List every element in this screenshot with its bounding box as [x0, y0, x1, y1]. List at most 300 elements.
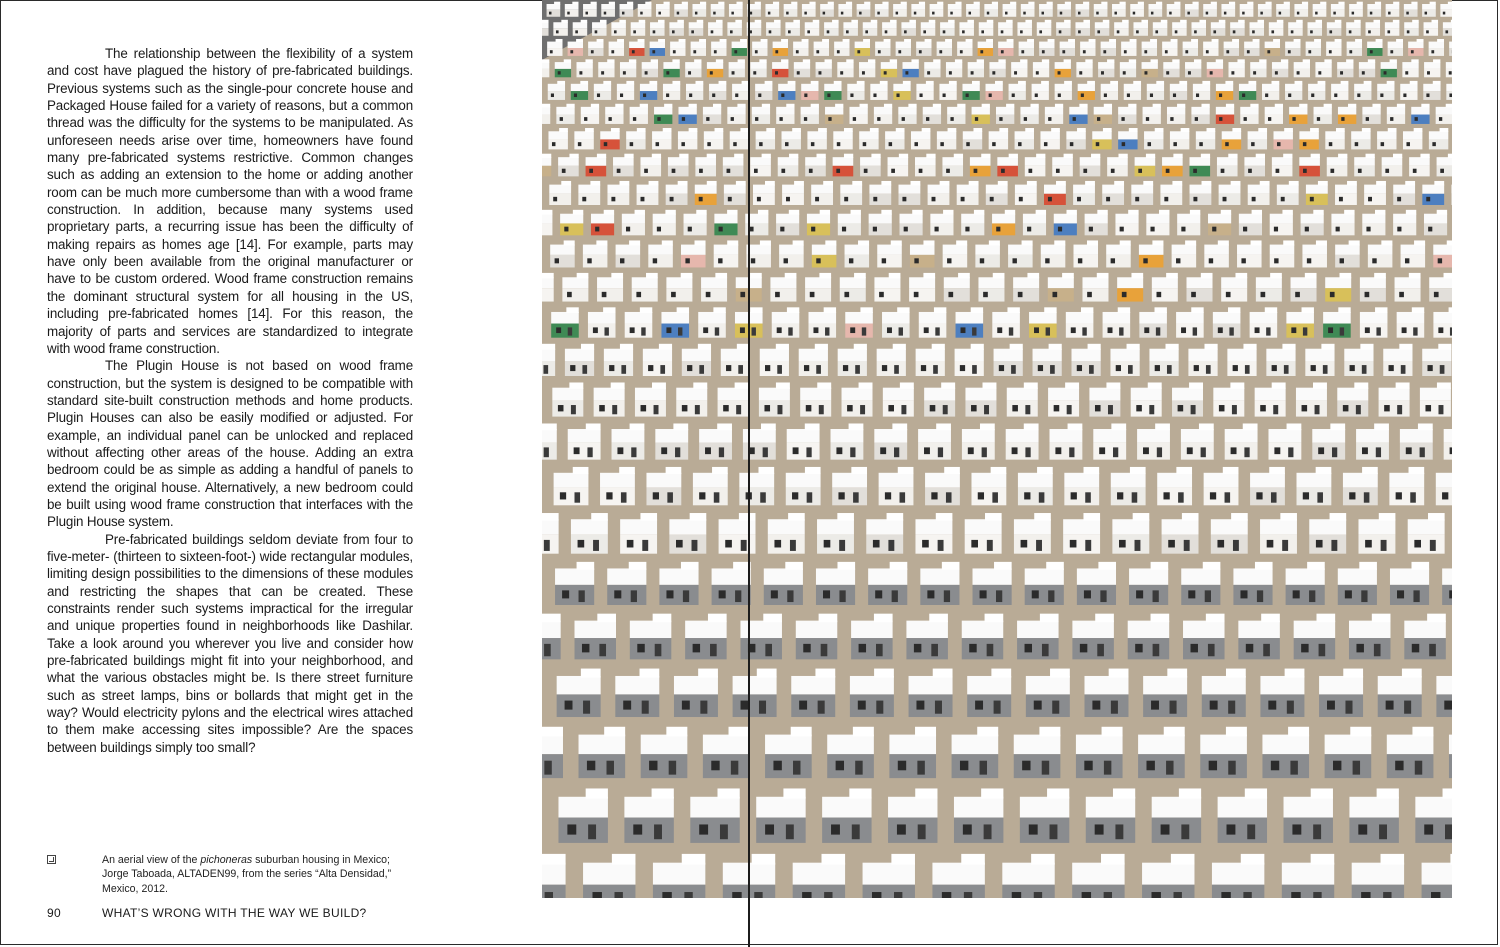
house-upper-roof [1141, 20, 1148, 23]
house-upper-roof [1437, 39, 1444, 42]
house-window [1082, 892, 1091, 898]
house-upper-roof [1097, 273, 1109, 278]
house-roof [1299, 131, 1318, 139]
house-wall [1366, 28, 1381, 35]
house-wall [646, 487, 681, 505]
house-roof [1039, 42, 1054, 48]
house-window [584, 117, 587, 121]
house-window [1256, 492, 1262, 499]
house-roof [565, 349, 594, 361]
house-window [969, 12, 971, 15]
house-wall [1020, 115, 1038, 124]
house-wall [1044, 194, 1066, 205]
house-roof [932, 863, 984, 885]
house-roof [1162, 519, 1199, 535]
house-roof [845, 312, 873, 324]
house-wall [574, 139, 593, 149]
house-roof [1366, 22, 1381, 28]
house-upper-roof [815, 669, 835, 678]
house-wall [911, 10, 925, 17]
house-wall [1255, 401, 1286, 417]
house-door [982, 447, 987, 457]
house-window [1122, 292, 1127, 297]
house-door [894, 365, 899, 374]
house-roof [1120, 62, 1136, 69]
house-wall [1041, 255, 1066, 268]
house-door [987, 644, 994, 656]
house-window [1095, 405, 1101, 411]
house-window [601, 71, 604, 74]
house-upper-roof [629, 562, 647, 570]
house-upper-roof [1427, 614, 1446, 623]
house-wall [613, 166, 634, 177]
house-window [816, 50, 819, 53]
house-wall [809, 324, 837, 338]
house-wall [1420, 401, 1451, 417]
house-roof [1381, 62, 1397, 69]
house-roof [1017, 621, 1058, 638]
house-upper-roof [612, 854, 636, 865]
house-window [1349, 50, 1352, 53]
house-upper-roof [1354, 20, 1361, 23]
house-window [749, 227, 753, 232]
house-wall [842, 401, 873, 417]
house-wall [1240, 10, 1254, 17]
house-window [797, 71, 800, 74]
house-wall [986, 91, 1003, 100]
house-wall [1073, 194, 1095, 205]
house-wall [1238, 638, 1279, 659]
house-window [648, 365, 653, 371]
house-roof [643, 349, 672, 361]
house-roof [1451, 185, 1452, 194]
house-window [1224, 12, 1226, 15]
house-wall [827, 754, 874, 778]
house-upper-roof [1388, 128, 1397, 132]
house-roof [1118, 131, 1137, 139]
house-window [1438, 327, 1443, 333]
house-upper-roof [1324, 59, 1331, 62]
house-window [681, 142, 684, 146]
house-upper-roof [1055, 104, 1063, 108]
house-upper-roof [1238, 20, 1245, 23]
house-upper-roof [638, 39, 645, 42]
house-wall [669, 535, 706, 554]
house-upper-roof [971, 344, 984, 350]
house-upper-roof [1372, 104, 1380, 108]
house-window [1048, 117, 1051, 121]
house-upper-roof [1248, 81, 1256, 85]
house-window [630, 327, 635, 333]
house-wall [1006, 443, 1039, 460]
house-window [626, 227, 630, 232]
house-upper-roof [991, 467, 1007, 474]
house-roof [1270, 245, 1295, 255]
house-door [654, 405, 659, 414]
house-upper-roof [904, 39, 911, 42]
house-window [645, 71, 648, 74]
house-door [1397, 405, 1402, 414]
house-wall [860, 166, 881, 177]
house-wall [1170, 91, 1187, 100]
house-upper-roof [1428, 513, 1445, 521]
house-window [1387, 30, 1390, 33]
house-wall [663, 91, 680, 100]
house-upper-roof [1237, 59, 1244, 62]
house-upper-roof [889, 273, 901, 278]
house-window [764, 405, 770, 411]
house-window [1261, 292, 1266, 297]
house-upper-roof [569, 382, 583, 388]
house-door [1429, 644, 1436, 656]
house-upper-roof [1296, 20, 1303, 23]
house-wall [1118, 139, 1137, 149]
house-roof [1170, 131, 1189, 139]
house-wall [1325, 139, 1344, 149]
house-wall [1172, 401, 1203, 417]
house-window [1301, 644, 1308, 653]
house-wall [760, 361, 789, 376]
house-upper-roof [609, 2, 615, 5]
house-wall [1069, 115, 1087, 124]
house-upper-roof [1377, 788, 1399, 798]
house-upper-roof [1107, 59, 1114, 62]
house-wall [1152, 288, 1178, 301]
house-roof [592, 22, 607, 28]
house-window [1206, 50, 1209, 53]
house-window [1305, 227, 1309, 232]
house-upper-roof [923, 240, 934, 245]
house-roof [1228, 62, 1244, 69]
house-roof [971, 473, 1006, 488]
house-window [863, 142, 866, 146]
house-window [1138, 169, 1142, 173]
house-roof [555, 62, 571, 69]
house-roof [1297, 473, 1332, 488]
house-roof [965, 388, 996, 401]
house-window [592, 892, 601, 898]
house-wall [703, 115, 721, 124]
house-wall [816, 69, 832, 77]
house-window [768, 12, 770, 15]
house-upper-roof [1036, 210, 1046, 215]
house-window [1148, 142, 1151, 146]
house-wall [1274, 139, 1293, 149]
house-roof [1383, 349, 1412, 361]
house-roof [770, 277, 796, 288]
house-window [843, 365, 848, 371]
house-upper-roof [788, 513, 805, 521]
house-wall [650, 28, 665, 35]
house-roof [1359, 62, 1375, 69]
house-upper-roof [681, 273, 693, 278]
house-upper-roof [891, 240, 902, 245]
house-wall [942, 166, 963, 177]
house-upper-roof [640, 669, 660, 678]
house-roof [870, 84, 887, 91]
house-upper-roof [672, 81, 680, 85]
house-wall [970, 166, 991, 177]
house-roof [714, 214, 737, 224]
house-wall [782, 194, 804, 205]
house-roof [1015, 185, 1037, 194]
house-door [933, 365, 938, 374]
house-window [1340, 258, 1344, 263]
house-roof [1190, 185, 1212, 194]
house-roof [1172, 22, 1187, 28]
house-wall [1084, 694, 1128, 717]
house-wall [729, 69, 745, 77]
house-window [1042, 12, 1044, 15]
house-door [544, 644, 551, 656]
house-window [960, 365, 965, 371]
house-wall [604, 361, 633, 376]
house-wall [1037, 28, 1052, 35]
house-wall [1411, 115, 1429, 124]
house-upper-roof [1206, 614, 1225, 623]
house-roof [1076, 735, 1123, 755]
house-upper-roof [559, 128, 568, 132]
house-wall [1297, 487, 1332, 505]
house-roof [629, 42, 644, 48]
house-door [642, 540, 648, 551]
house-wall [549, 194, 571, 205]
house-roof [1162, 42, 1177, 48]
house-window [661, 447, 667, 454]
house-wall [654, 115, 672, 124]
house-wall [1183, 48, 1198, 56]
house-wall [1124, 91, 1141, 100]
house-wall [571, 535, 608, 554]
house-window [578, 142, 581, 146]
house-door [807, 492, 813, 502]
house-upper-roof [542, 727, 563, 737]
house-door [1450, 327, 1452, 335]
house-wall [979, 28, 994, 35]
house-roof [1185, 4, 1199, 10]
house-door [787, 590, 793, 602]
house-upper-roof [817, 154, 826, 158]
house-roof [778, 84, 795, 91]
house-upper-roof [1295, 81, 1303, 85]
house-roof [1338, 568, 1377, 584]
house-upper-roof [712, 467, 728, 474]
house-roof [1424, 214, 1447, 224]
house-wall [661, 324, 689, 338]
house-upper-roof [586, 788, 608, 798]
house-upper-roof [1282, 344, 1295, 350]
house-upper-roof [1207, 128, 1216, 132]
house-window [712, 93, 715, 97]
house-window [713, 12, 715, 15]
house-roof [759, 388, 790, 401]
house-upper-roof [1150, 39, 1157, 42]
house-wall [1296, 401, 1327, 417]
house-wall [1221, 288, 1247, 301]
house-upper-roof [851, 20, 858, 23]
house-window [971, 405, 977, 411]
house-window [1276, 169, 1280, 173]
house-window [636, 292, 641, 297]
house-window [1012, 405, 1018, 411]
house-wall [676, 401, 707, 417]
house-door [1167, 365, 1172, 374]
house-roof [1050, 429, 1083, 443]
house-window [1438, 258, 1442, 263]
house-roof [997, 157, 1018, 166]
house-window [552, 142, 555, 146]
house-window [1361, 892, 1370, 898]
house-wall [845, 255, 870, 268]
house-roof [1306, 185, 1328, 194]
house-roof [911, 131, 930, 139]
house-upper-roof [1190, 210, 1200, 215]
house-upper-roof [1191, 39, 1198, 42]
house-roof [785, 22, 800, 28]
house-roof [1009, 84, 1026, 91]
house-upper-roof [1411, 2, 1417, 5]
house-wall [714, 255, 739, 268]
house-wall [1162, 166, 1183, 177]
house-roof [678, 107, 696, 115]
house-wall [1112, 10, 1126, 17]
house-wall [799, 361, 828, 376]
house-window [714, 50, 717, 53]
house-roof [776, 214, 799, 224]
house-upper-roof [542, 210, 552, 215]
house-wall [1228, 69, 1244, 77]
house-roof [1323, 312, 1351, 324]
house-wall [750, 69, 766, 77]
house-window [989, 93, 992, 97]
house-roof [1315, 62, 1331, 69]
house-wall [1057, 10, 1071, 17]
house-door [1178, 492, 1184, 502]
house-roof [1203, 4, 1217, 10]
house-roof [1066, 131, 1085, 139]
house-upper-roof [1138, 2, 1144, 5]
house-upper-roof [1406, 210, 1416, 215]
house-upper-roof [678, 181, 688, 185]
house-door [642, 701, 649, 714]
house-window [939, 50, 942, 53]
house-wall [565, 361, 594, 376]
house-upper-roof [1313, 382, 1327, 388]
house-window [780, 227, 784, 232]
house-upper-roof [1307, 562, 1325, 570]
house-wall [863, 28, 878, 35]
house-door [715, 327, 719, 335]
house-roof [1250, 312, 1278, 324]
house-wall [594, 91, 611, 100]
house-window [932, 197, 936, 201]
house-upper-roof [1056, 181, 1066, 185]
house-upper-roof [835, 104, 843, 108]
house-roof [674, 4, 688, 10]
house-upper-roof [698, 669, 718, 678]
house-window [1168, 540, 1175, 548]
house-door [1052, 701, 1059, 714]
house-upper-roof [727, 240, 738, 245]
house-roof [650, 22, 665, 28]
house-roof [1124, 84, 1141, 91]
house-roof [1144, 131, 1163, 139]
house-window [1146, 761, 1154, 771]
house-upper-roof [1252, 210, 1262, 215]
house-wall [1147, 91, 1164, 100]
house-window [611, 50, 614, 53]
house-upper-roof [1393, 154, 1402, 158]
house-wall [577, 69, 593, 77]
house-upper-roof [811, 81, 819, 85]
house-window [1187, 447, 1193, 454]
house-roof [620, 62, 636, 69]
house-roof [1358, 519, 1395, 535]
house-window [688, 227, 692, 232]
house-door [678, 327, 682, 335]
house-roof [918, 429, 951, 443]
house-upper-roof [716, 20, 723, 23]
house-roof [701, 277, 727, 288]
house-upper-roof [597, 154, 606, 158]
house-window [1365, 540, 1372, 548]
house-upper-roof [998, 59, 1005, 62]
house-wall [1009, 91, 1026, 100]
house-roof [1240, 4, 1254, 10]
house-roof [1387, 735, 1434, 755]
house-window [732, 892, 741, 898]
house-wall [986, 194, 1008, 205]
house-roof [1191, 107, 1209, 115]
house-door [899, 327, 903, 335]
house-roof [1146, 214, 1169, 224]
house-roof [1424, 22, 1439, 28]
house-wall [1224, 48, 1239, 56]
house-roof [796, 621, 837, 638]
house-window [656, 142, 659, 146]
house-roof [1045, 107, 1063, 115]
house-window [1415, 117, 1418, 121]
house-door [760, 492, 766, 502]
house-window [1358, 824, 1367, 834]
house-roof [1440, 4, 1452, 10]
house-wall [1352, 885, 1404, 898]
house-door [763, 447, 768, 457]
house-wall [1422, 10, 1436, 17]
house-wall [1202, 694, 1246, 717]
house-window [710, 71, 713, 74]
house-wall [1003, 10, 1017, 17]
house-wall [805, 166, 826, 177]
house-window [593, 327, 598, 333]
house-upper-roof [690, 513, 707, 521]
house-window [1021, 50, 1024, 53]
house-upper-roof [640, 513, 657, 521]
house-wall [796, 638, 837, 659]
house-window [840, 71, 843, 74]
house-roof [655, 429, 688, 443]
house-roof [1401, 245, 1426, 255]
house-wall [937, 139, 956, 149]
house-upper-roof [1417, 39, 1424, 42]
house-upper-roof [828, 2, 834, 5]
house-window [842, 227, 846, 232]
house-wall [1294, 10, 1308, 17]
house-upper-roof [1414, 128, 1423, 132]
house-window [897, 824, 906, 834]
house-upper-roof [1387, 81, 1395, 85]
house-window [1223, 197, 1227, 201]
